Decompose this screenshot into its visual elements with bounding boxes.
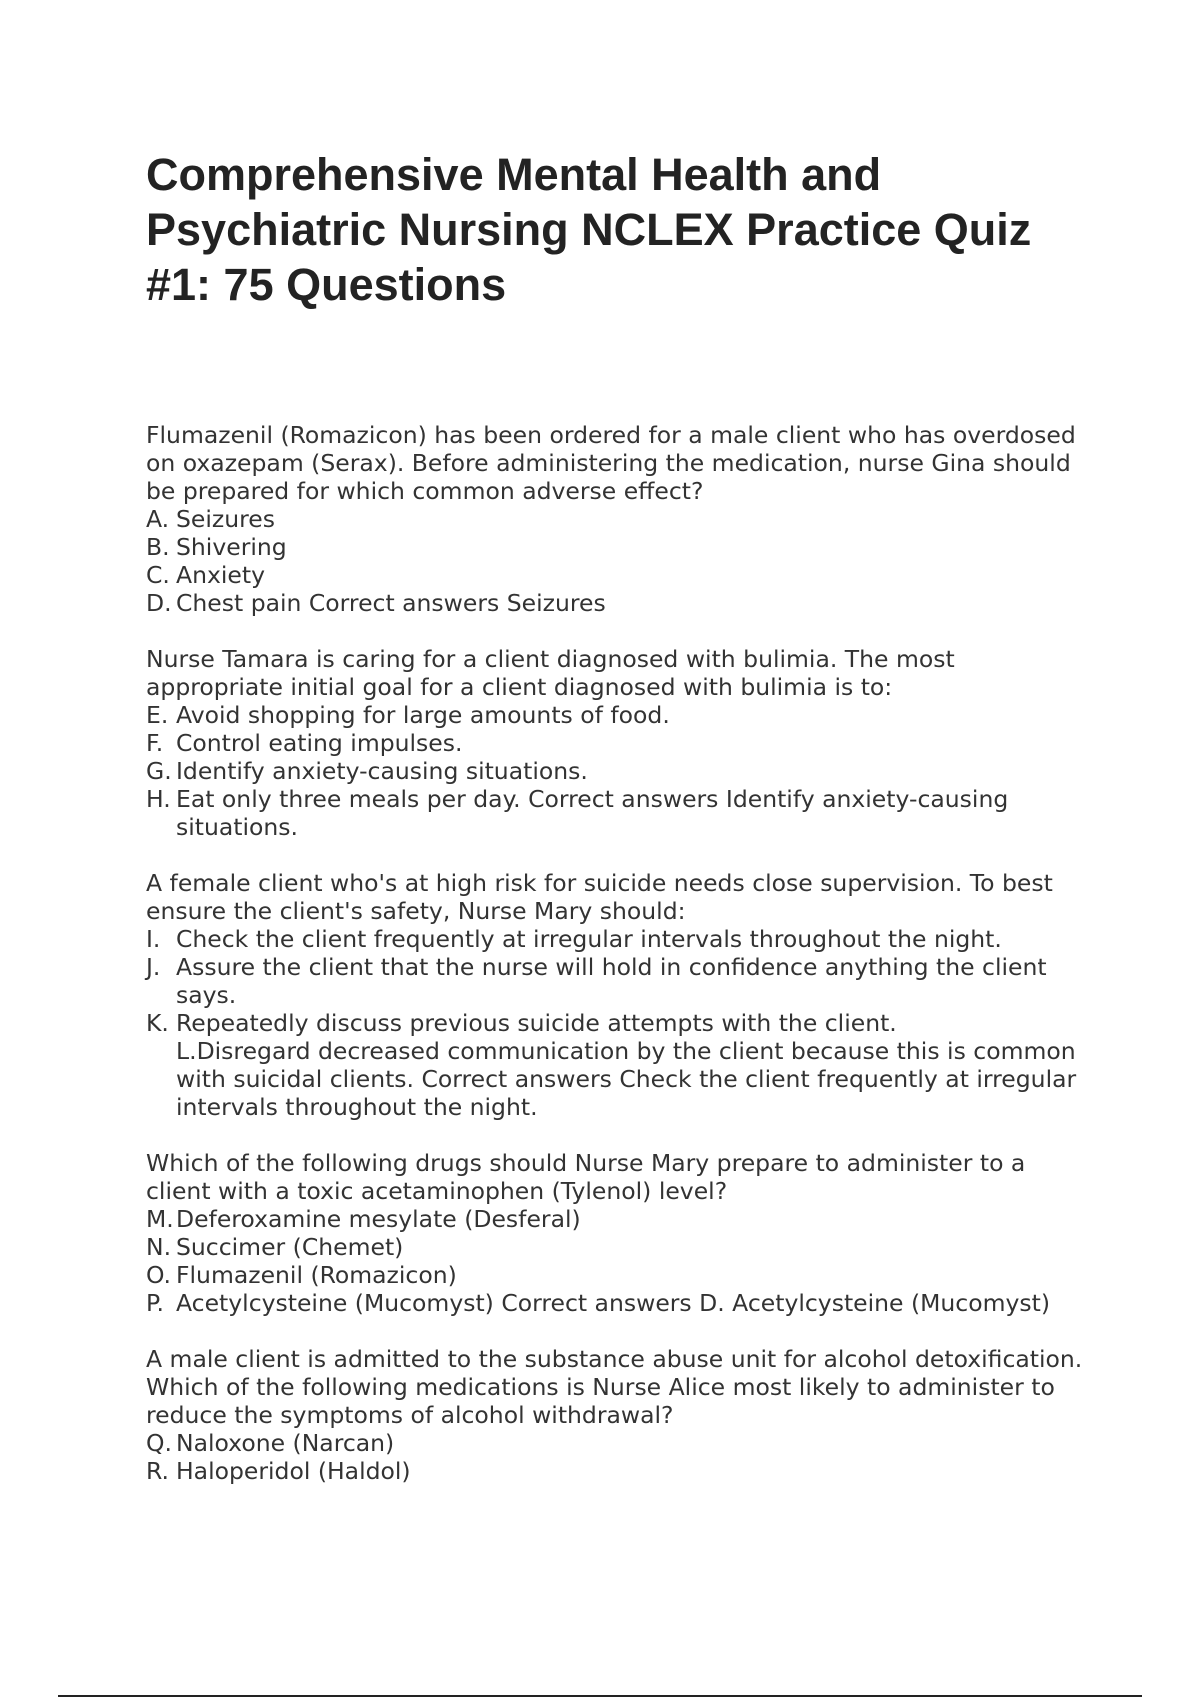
option-text: Succimer (Chemet) xyxy=(176,1233,404,1261)
answer-option-k xyxy=(146,1009,1096,1037)
answer-option-l-inline: L.Disregard decreased communication by the client because this is common with suicidal clients. Correct answers Check the client frequently at irregular intervals throughout the night. xyxy=(176,1037,1077,1121)
question-stem: A female client who's at high risk for suicide needs close supervision. To best ensure the client's safety, Nurse Mary should: xyxy=(146,869,1053,925)
option-text: Anxiety xyxy=(176,561,265,589)
answer-option-c xyxy=(146,561,1096,589)
answer-option-p xyxy=(146,1289,1096,1317)
answer-options xyxy=(146,1205,1096,1317)
question-4 xyxy=(146,1149,1096,1317)
question-2 xyxy=(146,645,1096,841)
option-letter: R. xyxy=(146,1457,169,1485)
option-text: Identify anxiety-causing situations. xyxy=(176,757,588,785)
answer-option-g xyxy=(146,757,1096,785)
answer-option-e xyxy=(146,701,1096,729)
answer-option-j xyxy=(146,953,1096,1009)
option-letter: I. xyxy=(146,925,161,953)
option-letter: H. xyxy=(146,785,171,813)
option-letter: G. xyxy=(146,757,172,785)
option-text: Seizures xyxy=(176,505,275,533)
option-letter: K. xyxy=(146,1009,169,1037)
option-text: Chest pain Correct answers Seizures xyxy=(176,589,606,617)
option-letter: E. xyxy=(146,701,169,729)
answer-option-i xyxy=(146,925,1096,953)
option-letter: P. xyxy=(146,1289,164,1317)
answer-option-r xyxy=(146,1457,1096,1485)
answer-options xyxy=(146,505,1096,617)
answer-option-b xyxy=(146,533,1096,561)
answer-option-a xyxy=(146,505,1096,533)
option-text: Check the client frequently at irregular intervals throughout the night. xyxy=(176,925,1002,953)
option-text: Avoid shopping for large amounts of food. xyxy=(176,701,670,729)
option-letter: B. xyxy=(146,533,170,561)
answer-option-h xyxy=(146,785,1096,841)
question-stem: Flumazenil (Romazicon) has been ordered for a male client who has overdosed on oxazepam (Serax). Before administering the medication, nurse Gina should be prepared for which common adverse effect? xyxy=(146,421,1076,505)
answer-option-d xyxy=(146,589,1096,617)
option-text: Naloxone (Narcan) xyxy=(176,1429,395,1457)
answer-options xyxy=(146,701,1096,841)
option-letter: J. xyxy=(146,953,161,981)
quiz-content xyxy=(146,421,1096,1513)
question-stem: Which of the following drugs should Nurse Mary prepare to administer to a client with a toxic acetaminophen (Tylenol) level? xyxy=(146,1149,1026,1205)
question-3 xyxy=(146,869,1096,1121)
question-1 xyxy=(146,421,1096,617)
question-stem: A male client is admitted to the substance abuse unit for alcohol detoxification. Which of the following medications is Nurse Alice most likely to administer to reduce the symptoms of alcohol withdrawal? xyxy=(146,1345,1083,1429)
option-letter: A. xyxy=(146,505,170,533)
answer-options xyxy=(146,1429,1096,1485)
option-text: Assure the client that the nurse will hold in confidence anything the client says. xyxy=(176,953,1047,1009)
answer-option-f xyxy=(146,729,1096,757)
option-letter: O. xyxy=(146,1261,172,1289)
option-text: Deferoxamine mesylate (Desferal) xyxy=(176,1205,581,1233)
option-text: Eat only three meals per day. Correct answers Identify anxiety-causing situations. xyxy=(176,785,1009,841)
option-letter: F. xyxy=(146,729,164,757)
option-letter: N. xyxy=(146,1233,172,1261)
answer-option-n xyxy=(146,1233,1096,1261)
answer-option-q xyxy=(146,1429,1096,1457)
option-letter: Q. xyxy=(146,1429,172,1457)
option-text: Control eating impulses. xyxy=(176,729,463,757)
footer-divider xyxy=(58,1695,1142,1697)
option-text: Haloperidol (Haldol) xyxy=(176,1457,411,1485)
option-letter: D. xyxy=(146,589,172,617)
option-text: Flumazenil (Romazicon) xyxy=(176,1261,457,1289)
page-title: Comprehensive Mental Health and Psychiatric Nursing NCLEX Practice Quiz #1: 75 Questions xyxy=(146,149,1032,310)
option-letter: M. xyxy=(146,1205,174,1233)
option-text: Repeatedly discuss previous suicide attempts with the client. xyxy=(176,1009,897,1037)
question-stem: Nurse Tamara is caring for a client diagnosed with bulimia. The most appropriate initial goal for a client diagnosed with bulimia is to: xyxy=(146,645,955,701)
answer-option-m xyxy=(146,1205,1096,1233)
question-5 xyxy=(146,1345,1096,1485)
option-letter: C. xyxy=(146,561,170,589)
answer-option-o xyxy=(146,1261,1096,1289)
option-text: Shivering xyxy=(176,533,287,561)
option-text: Acetylcysteine (Mucomyst) Correct answers D. Acetylcysteine (Mucomyst) xyxy=(176,1289,1051,1317)
answer-options xyxy=(146,925,1096,1037)
